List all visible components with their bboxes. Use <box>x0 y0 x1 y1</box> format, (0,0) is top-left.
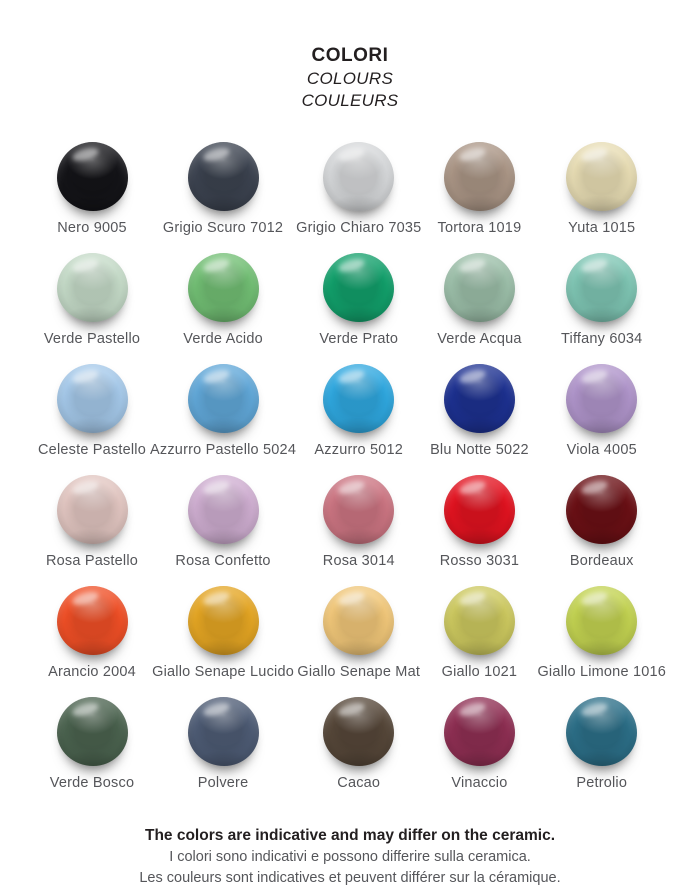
swatch-label: Petrolio <box>576 774 628 791</box>
swatch-label: Vinaccio <box>451 774 508 791</box>
color-swatch <box>57 142 128 211</box>
swatch-cell-verde-prato <box>296 253 421 347</box>
swatch-cell-giallo-limone-1016 <box>537 586 666 680</box>
swatch-cell-verde-acqua <box>421 253 537 347</box>
swatch-cell-grigio-chiaro-7035 <box>296 142 421 236</box>
swatch-cell-rosso-3031 <box>421 475 537 569</box>
swatch-cell-rosa-3014 <box>296 475 421 569</box>
swatch-cell-vinaccio <box>421 697 537 791</box>
disclaimer <box>0 825 700 889</box>
swatch-label: Arancio 2004 <box>48 663 136 680</box>
swatch-label: Rosa Pastello <box>45 552 139 569</box>
swatch-cell-verde-acido <box>150 253 296 347</box>
swatch-label: Tortora 1019 <box>437 219 522 236</box>
color-swatch <box>566 364 637 433</box>
swatch-label: Verde Bosco <box>49 774 135 791</box>
color-swatch <box>188 697 259 766</box>
swatch-cell-arancio-2004 <box>34 586 150 680</box>
swatch-label: Grigio Chiaro 7035 <box>296 219 422 236</box>
color-swatch <box>444 586 515 655</box>
swatch-cell-celeste-pastello <box>34 364 150 458</box>
swatch-cell-rosa-pastello <box>34 475 150 569</box>
color-swatch <box>566 697 637 766</box>
color-swatch <box>566 142 637 211</box>
color-swatch <box>57 364 128 433</box>
swatch-cell-giallo-senape-lucido <box>150 586 296 680</box>
swatch-cell-bordeaux <box>537 475 666 569</box>
swatch-cell-tortora-1019 <box>421 142 537 236</box>
swatch-cell-rosa-confetto <box>150 475 296 569</box>
swatch-label: Tiffany 6034 <box>561 330 643 347</box>
color-swatch <box>323 364 394 433</box>
swatch-label: Rosa Confetto <box>175 552 271 569</box>
color-swatch <box>444 475 515 544</box>
color-swatch <box>57 253 128 322</box>
color-swatch <box>188 364 259 433</box>
swatch-label: Verde Prato <box>319 330 399 347</box>
swatch-cell-petrolio <box>537 697 666 791</box>
swatch-label: Verde Acqua <box>437 330 522 347</box>
color-swatch <box>444 253 515 322</box>
swatch-cell-tiffany-6034 <box>537 253 666 347</box>
color-swatch <box>323 253 394 322</box>
swatch-cell-giallo-1021 <box>421 586 537 680</box>
swatch-label: Rosa 3014 <box>322 552 395 569</box>
swatch-cell-nero-9005 <box>34 142 150 236</box>
swatch-cell-grigio-scuro-7012 <box>150 142 296 236</box>
swatch-label: Celeste Pastello <box>38 441 146 458</box>
swatch-label: Giallo Senape Mat <box>297 663 421 680</box>
color-swatch <box>444 142 515 211</box>
swatch-cell-viola-4005 <box>537 364 666 458</box>
swatch-label: Giallo 1021 <box>441 663 518 680</box>
color-swatch <box>566 475 637 544</box>
page-header <box>0 44 700 112</box>
disclaimer-en: The colors are indicative and may differ on the ceramic. <box>144 826 556 844</box>
swatch-label: Cacao <box>337 774 381 791</box>
swatch-label: Grigio Scuro 7012 <box>162 219 284 236</box>
color-swatch <box>444 697 515 766</box>
swatch-label: Yuta 1015 <box>568 219 636 236</box>
color-swatch <box>188 253 259 322</box>
color-swatch <box>323 586 394 655</box>
swatch-label: Polvere <box>197 774 249 791</box>
swatch-label: Verde Pastello <box>43 330 141 347</box>
swatch-cell-verde-pastello <box>34 253 150 347</box>
color-swatch <box>323 697 394 766</box>
swatch-label: Azzurro 5012 <box>314 441 404 458</box>
swatch-label: Azzurro Pastello 5024 <box>150 441 297 458</box>
color-swatch <box>57 697 128 766</box>
swatch-cell-azzurro-pastello-5024 <box>150 364 296 458</box>
swatch-cell-blu-notte-5022 <box>421 364 537 458</box>
swatch-label: Giallo Senape Lucido <box>152 663 294 680</box>
disclaimer-it: I colori sono indicativi e possono differire sulla ceramica. <box>169 849 531 866</box>
swatch-cell-polvere <box>150 697 296 791</box>
color-swatch <box>323 142 394 211</box>
swatch-label: Giallo Limone 1016 <box>537 663 666 680</box>
color-swatch <box>323 475 394 544</box>
swatch-cell-yuta-1015 <box>537 142 666 236</box>
swatch-label: Blu Notte 5022 <box>430 441 529 458</box>
color-swatch <box>188 142 259 211</box>
color-swatch <box>57 475 128 544</box>
swatch-cell-giallo-senape-mat <box>296 586 421 680</box>
color-swatch <box>566 253 637 322</box>
swatch-grid <box>0 142 700 791</box>
swatch-label: Viola 4005 <box>566 441 637 458</box>
swatch-label: Nero 9005 <box>57 219 127 236</box>
color-swatch <box>444 364 515 433</box>
swatch-label: Bordeaux <box>569 552 634 569</box>
swatch-label: Rosso 3031 <box>439 552 520 569</box>
page-subtitle-en: COLOURS <box>306 69 394 89</box>
color-swatch <box>566 586 637 655</box>
color-swatch <box>188 586 259 655</box>
swatch-cell-cacao <box>296 697 421 791</box>
color-swatch <box>57 586 128 655</box>
swatch-cell-verde-bosco <box>34 697 150 791</box>
color-swatch <box>188 475 259 544</box>
page-subtitle-fr: COULEURS <box>301 91 399 111</box>
swatch-label: Verde Acido <box>183 330 263 347</box>
page-title: COLORI <box>311 45 389 66</box>
swatch-cell-azzurro-5012 <box>296 364 421 458</box>
disclaimer-fr: Les couleurs sont indicatives et peuvent différer sur la céramique. <box>139 870 561 887</box>
